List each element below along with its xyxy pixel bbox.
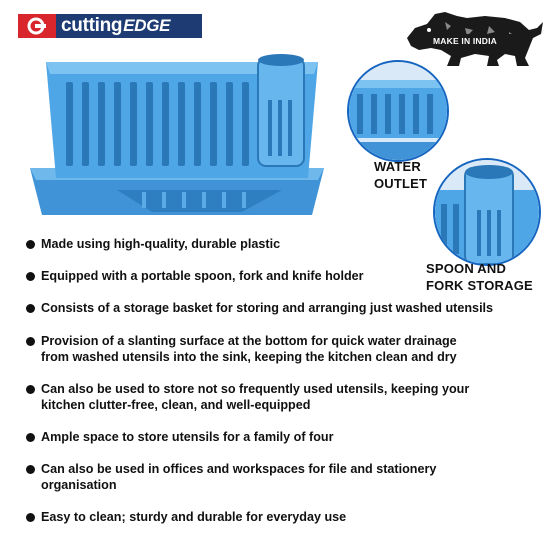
spoon-fork-storage-label: SPOON AND FORK STORAGE (426, 261, 533, 293)
feature-item: Equipped with a portable spoon, fork and knife holder (26, 268, 546, 284)
make-in-india-text: MAKE IN INDIA (433, 36, 497, 46)
feature-item: Can also be used in offices and workspaces for file and stationery organisation (26, 461, 546, 493)
feature-item: Consists of a storage basket for storing and arranging just washed utensils (26, 300, 546, 316)
brand-mark-icon (18, 14, 56, 38)
brand-logo (18, 14, 202, 38)
feature-item: Can also be used to store not so frequently used utensils, keeping your kitchen clutter-free, clean, and well-equipped (26, 381, 546, 413)
feature-item: Ample space to store utensils for a family of four (26, 429, 546, 445)
feature-item: Made using high-quality, durable plastic (26, 236, 546, 252)
brand-wordmark (56, 14, 202, 38)
feature-item: Easy to clean; sturdy and durable for everyday use (26, 509, 546, 525)
brand-main-text: cutting (61, 15, 123, 36)
dish-rack-image (22, 40, 332, 220)
feature-item: Provision of a slanting surface at the bottom for quick water drainage from washed utensils into the sink, keeping the kitchen clean and dry (26, 333, 546, 365)
bullet-icon (26, 272, 35, 281)
water-outlet-label: WATER OUTLET (374, 159, 428, 191)
water-outlet-zoom (347, 60, 449, 162)
bullet-icon (26, 240, 35, 249)
bullet-icon (26, 513, 35, 522)
bullet-icon (26, 337, 35, 346)
bullet-icon (26, 465, 35, 474)
brand-accent-text: EDGE (123, 16, 171, 35)
bullet-icon (26, 433, 35, 442)
bullet-icon (26, 385, 35, 394)
make-in-india-logo (405, 8, 545, 70)
bullet-icon (26, 304, 35, 313)
feature-list (26, 236, 546, 525)
